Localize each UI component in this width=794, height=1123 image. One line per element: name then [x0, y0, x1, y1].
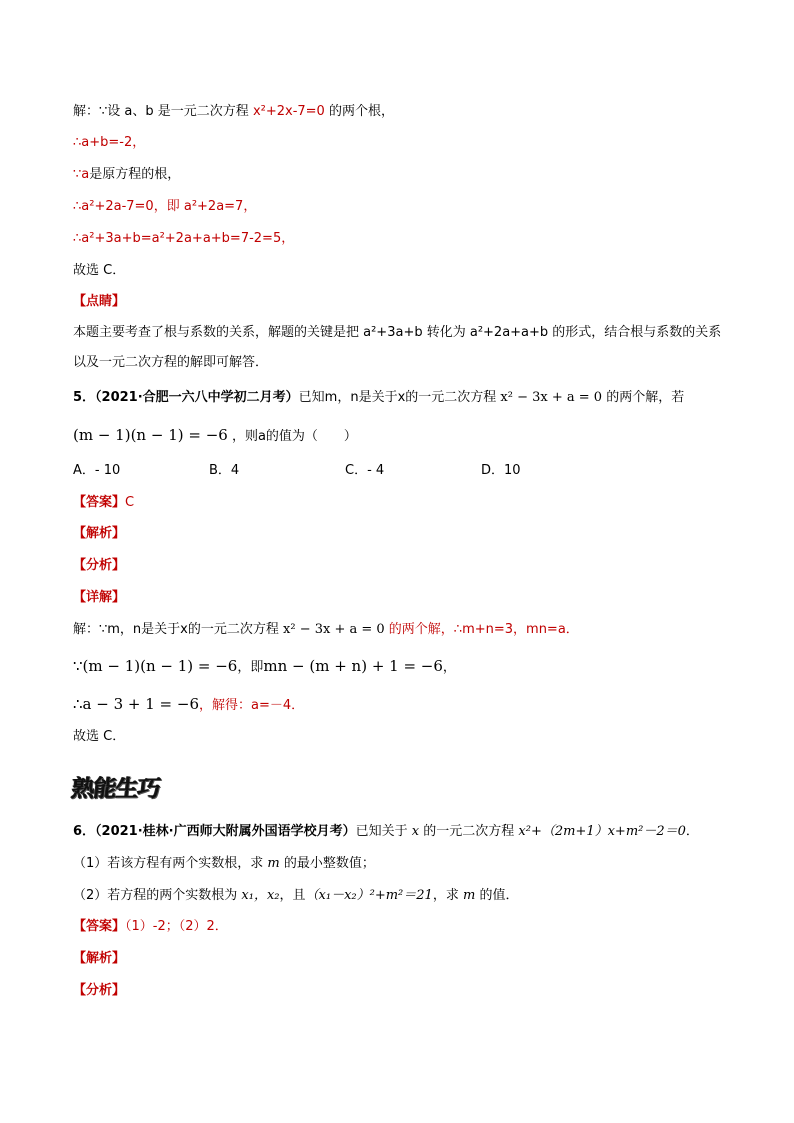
equation: ∴a − 3 + 1 = −6 [73, 695, 199, 713]
question-source: （2021·桂林·广西师大附属外国语学校月考） [95, 824, 356, 839]
q5-solution-line-4: 故选 C． [73, 729, 126, 744]
equation: (m − 1)(n − 1) = −6 [73, 426, 228, 444]
dianjing-text: 本题主要考查了根与系数的关系，解题的关键是把 a²+3a+b 转化为 a²+2a+a+b 的形式，结合根与系数的关系以及一元二次方程的解即可解答． [73, 325, 722, 370]
q5-stem-line-1 [73, 388, 734, 408]
text: 已知m，n是关于x的一元二次方程 [298, 390, 497, 405]
option-a[interactable]: A．- 10 [73, 463, 121, 478]
prev-solution-line-1 [73, 102, 734, 122]
option-d[interactable]: D．10 [481, 463, 521, 478]
q6-fenxi-tag: 【分析】 [73, 983, 126, 998]
text: 解：∵m，n是关于x的一元二次方程 [73, 622, 279, 637]
variable: x [411, 824, 420, 839]
q5-solution-line-2 [73, 656, 734, 678]
text: （1）若该方程有两个实数根，求 [73, 856, 264, 871]
equation: a²+2a=7， [183, 199, 257, 214]
q5-solution-line-1 [73, 620, 734, 640]
question-number: 6． [73, 824, 96, 839]
prev-solution-line-6: 故选 C． [73, 263, 126, 278]
variables: a、b [124, 104, 154, 119]
text: 的两个根， [328, 104, 394, 119]
option-b[interactable]: B．4 [209, 463, 240, 478]
text: 的两个解，若 [606, 390, 685, 405]
roots: x₁，x₂ [241, 888, 280, 903]
answer-value: （1）-2；（2）2． [125, 919, 228, 934]
equation: ∵(m − 1)(n − 1) = −6 [73, 657, 238, 675]
q5-jiexi-tag: 【解析】 [73, 526, 126, 541]
prev-solution-line-4 [73, 197, 734, 217]
equation: x² − 3x + a = 0 [283, 622, 385, 637]
text: ，且 [279, 888, 306, 903]
q6-jiexi-tag: 【解析】 [73, 951, 126, 966]
text: ，求 [432, 888, 459, 903]
equation: （x₁－x₂）²+m²＝21 [305, 888, 433, 903]
text: 解：∵设 [73, 104, 121, 119]
q5-fenxi-tag: 【分析】 [73, 558, 126, 573]
text: ， [442, 660, 456, 675]
answer-tag: 【答案】 [73, 919, 126, 934]
q5-stem-line-2 [73, 425, 734, 447]
q5-answer [73, 493, 734, 513]
q6-stem [73, 822, 734, 842]
text: （2）若方程的两个实数根为 [73, 888, 238, 903]
variable: m [267, 856, 280, 871]
equation: x²+（2m+1）x+m²－2＝0 [518, 824, 686, 839]
question-source: （2021·合肥一六八中学初二月考） [95, 390, 299, 405]
text: 是一元二次方程 [157, 104, 249, 119]
equation: ∴a²+2a-7=0，即 [73, 199, 180, 214]
text: ∵a [73, 167, 90, 182]
q5-solution-line-3 [73, 694, 734, 716]
option-c[interactable]: C．- 4 [345, 463, 385, 478]
prev-solution-line-2: ∴a+b=-2， [73, 135, 146, 150]
answer-tag: 【答案】 [73, 495, 126, 510]
prev-solution-line-5: ∴a²+3a+b=a²+2a+a+b=7-2=5， [73, 231, 295, 246]
text: ． [685, 824, 699, 839]
answer-value: C [125, 495, 135, 510]
equation: mn − (m + n) + 1 = −6 [263, 657, 443, 675]
question-number: 5． [73, 390, 96, 405]
text: ，则a的值为（ ） [231, 429, 357, 444]
prev-solution-line-3 [73, 165, 734, 185]
variable: m [462, 888, 476, 903]
dianjing-tag: 【点睛】 [73, 294, 126, 309]
section-banner: 熟能生巧 [70, 776, 162, 802]
q6-part-2 [73, 886, 734, 906]
q5-options [73, 461, 734, 481]
equation: x² − 3x + a = 0 [500, 390, 603, 405]
text: 的最小整数值； [283, 856, 375, 871]
text: 的两个解，∴m+n=3，mn=a． [388, 622, 579, 637]
text: 已知关于 [355, 824, 408, 839]
text: 的值． [479, 888, 519, 903]
text: ，解得：a=－4． [199, 698, 305, 713]
q5-xiangjie-tag: 【详解】 [73, 590, 126, 605]
text: 是原方程的根， [89, 167, 181, 182]
text: ，即 [237, 660, 264, 675]
text: 的一元二次方程 [423, 824, 515, 839]
q6-part-1 [73, 854, 734, 874]
q6-answer [73, 917, 734, 937]
equation: x²+2x-7=0 [252, 104, 325, 119]
